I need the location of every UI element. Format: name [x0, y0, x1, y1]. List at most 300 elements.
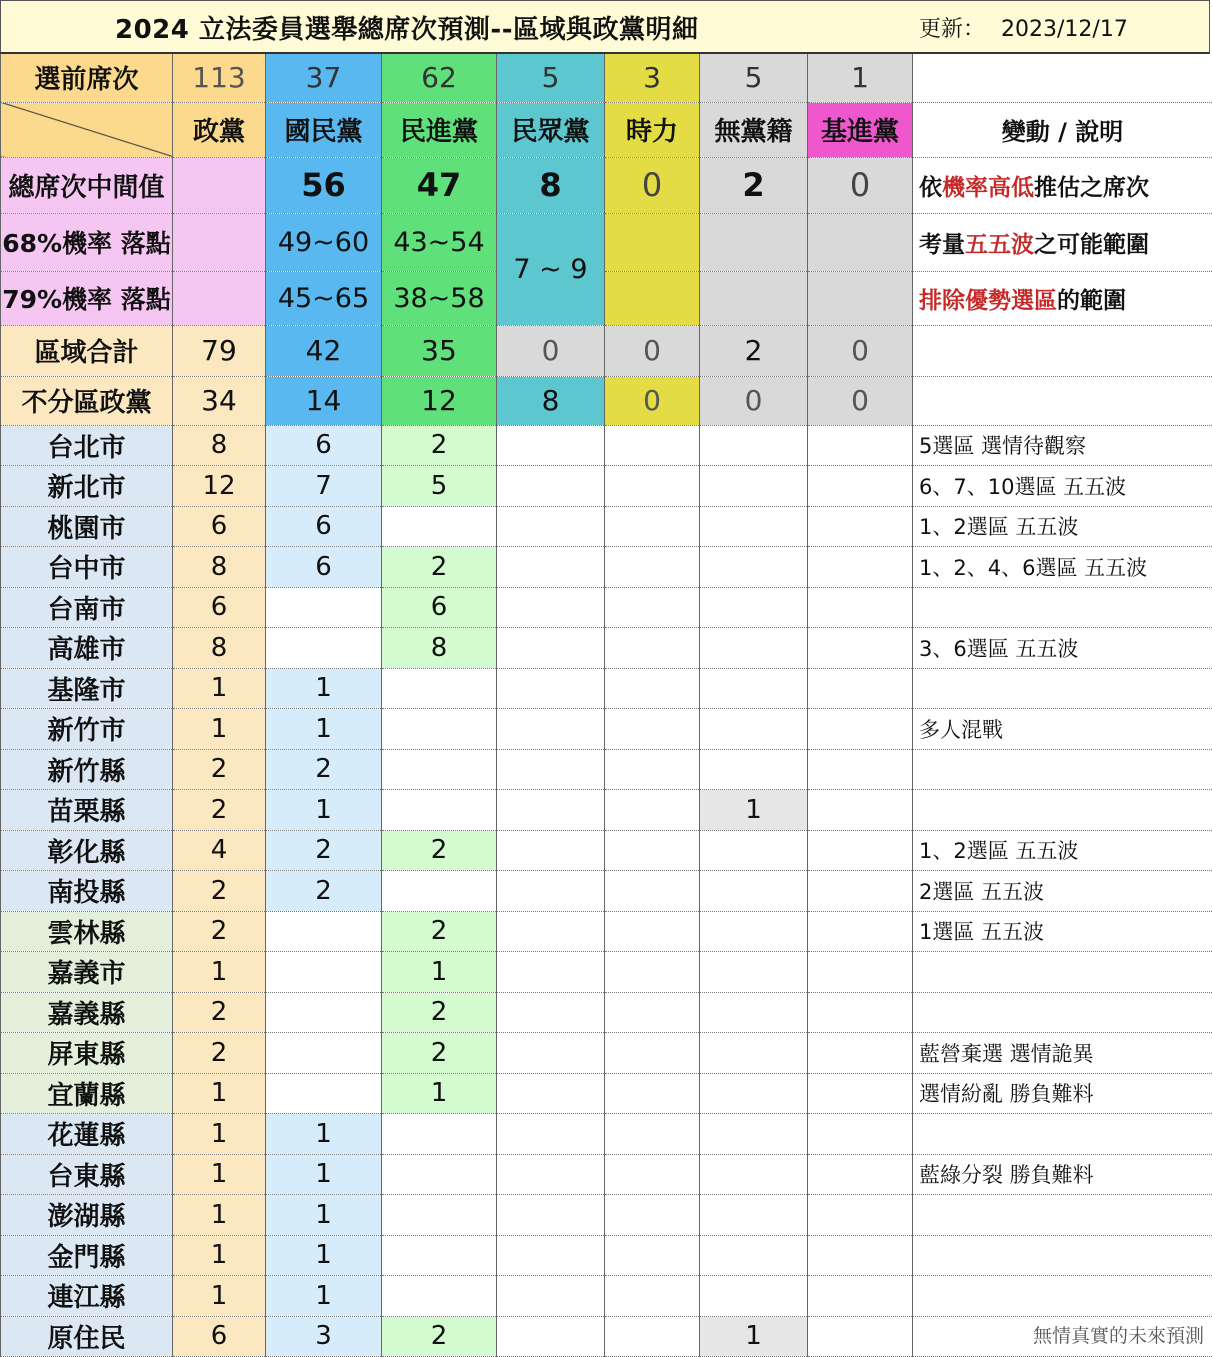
region-dpp [382, 1235, 497, 1276]
region-kmt [266, 628, 382, 669]
region-note [913, 992, 1212, 1033]
party-label: 政黨 [173, 102, 266, 157]
region-name: 桃園市 [1, 506, 173, 547]
party-kmt: 國民黨 [266, 102, 382, 157]
region-total: 8 [173, 425, 266, 466]
region-note: 藍營棄選 選情詭異 [913, 1033, 1212, 1074]
district-kmt: 42 [266, 325, 382, 376]
region-tpp [497, 1114, 605, 1155]
region-total: 1 [173, 709, 266, 750]
region-ind [700, 952, 808, 993]
district-dpp: 35 [382, 325, 497, 376]
region-npp [605, 628, 700, 669]
region-tsp [808, 830, 913, 871]
p79-kmt: 45~65 [266, 271, 382, 325]
region-name: 台北市 [1, 425, 173, 466]
region-dpp [382, 749, 497, 790]
region-npp [605, 425, 700, 466]
empty-cell [700, 213, 808, 271]
note-text: 之可能範圍 [1034, 232, 1149, 258]
region-tsp [808, 709, 913, 750]
prev-seats-label: 選前席次 [1, 54, 173, 102]
table-row [1, 547, 1212, 588]
update-info [919, 12, 1128, 43]
region-npp [605, 1154, 700, 1195]
region-tsp [808, 425, 913, 466]
region-name: 苗栗縣 [1, 790, 173, 831]
median-dpp: 47 [382, 157, 497, 213]
region-tsp [808, 992, 913, 1033]
table-row [1, 952, 1212, 993]
region-npp [605, 992, 700, 1033]
list-kmt: 14 [266, 376, 382, 425]
region-total: 8 [173, 628, 266, 669]
region-ind [700, 992, 808, 1033]
region-tsp [808, 547, 913, 588]
region-tpp [497, 587, 605, 628]
region-tpp [497, 749, 605, 790]
table-row [1, 1316, 1212, 1357]
region-note: 6、7、10選區 五五波 [913, 466, 1212, 507]
region-note: 多人混戰 [913, 709, 1212, 750]
p79-note [913, 271, 1212, 325]
region-note [913, 790, 1212, 831]
p68-note [913, 213, 1212, 271]
region-ind [700, 830, 808, 871]
region-npp [605, 668, 700, 709]
region-ind [700, 1235, 808, 1276]
region-name: 雲林縣 [1, 911, 173, 952]
region-name: 連江縣 [1, 1276, 173, 1317]
region-kmt: 1 [266, 668, 382, 709]
note-text: 推估之席次 [1034, 175, 1149, 201]
region-total: 1 [173, 952, 266, 993]
list-tpp: 8 [497, 376, 605, 425]
region-name: 原住民 [1, 1316, 173, 1357]
region-tsp [808, 1235, 913, 1276]
region-kmt: 1 [266, 790, 382, 831]
note-highlight: 機率高低 [942, 175, 1034, 201]
note-text: 依 [919, 175, 942, 201]
diagonal-corner-cell [1, 102, 173, 157]
region-npp [605, 466, 700, 507]
region-total: 6 [173, 1316, 266, 1357]
district-tsp: 0 [808, 325, 913, 376]
region-npp [605, 871, 700, 912]
region-dpp: 8 [382, 628, 497, 669]
region-npp [605, 709, 700, 750]
region-tpp [497, 668, 605, 709]
region-ind [700, 587, 808, 628]
region-tpp [497, 1276, 605, 1317]
list-tsp: 0 [808, 376, 913, 425]
region-tsp [808, 1073, 913, 1114]
empty-cell [605, 271, 700, 325]
region-tsp [808, 952, 913, 993]
tpp-range: 7 ~ 9 [497, 213, 605, 325]
region-ind [700, 547, 808, 588]
region-ind [700, 466, 808, 507]
region-tpp [497, 1154, 605, 1195]
region-tsp [808, 1154, 913, 1195]
region-note [913, 1235, 1212, 1276]
table-row [1, 1276, 1212, 1317]
region-dpp: 2 [382, 1316, 497, 1357]
district-total: 79 [173, 325, 266, 376]
region-dpp: 2 [382, 547, 497, 588]
region-note [913, 668, 1212, 709]
region-note: 1、2選區 五五波 [913, 830, 1212, 871]
region-total: 1 [173, 1073, 266, 1114]
region-tsp [808, 1195, 913, 1236]
note-header: 變動 / 說明 [913, 102, 1212, 157]
region-kmt: 1 [266, 1195, 382, 1236]
region-kmt: 1 [266, 1154, 382, 1195]
note-text: 考量 [919, 232, 965, 258]
median-tsp: 0 [808, 157, 913, 213]
region-note [913, 1195, 1212, 1236]
region-kmt: 6 [266, 547, 382, 588]
table-row [1, 1073, 1212, 1114]
region-kmt: 1 [266, 1114, 382, 1155]
prev-tsp: 1 [808, 54, 913, 102]
region-tsp [808, 1114, 913, 1155]
region-dpp [382, 506, 497, 547]
region-total: 1 [173, 1114, 266, 1155]
region-tpp [497, 1195, 605, 1236]
region-name: 高雄市 [1, 628, 173, 669]
region-kmt: 6 [266, 506, 382, 547]
region-npp [605, 952, 700, 993]
region-ind [700, 1276, 808, 1317]
region-dpp [382, 1154, 497, 1195]
region-note [913, 587, 1212, 628]
region-tpp [497, 547, 605, 588]
region-ind [700, 425, 808, 466]
prev-npp: 3 [605, 54, 700, 102]
region-tsp [808, 668, 913, 709]
region-tpp [497, 425, 605, 466]
table-row [1, 466, 1212, 507]
region-kmt: 2 [266, 749, 382, 790]
region-dpp: 6 [382, 587, 497, 628]
empty-cell [173, 213, 266, 271]
region-npp [605, 830, 700, 871]
region-tpp [497, 1073, 605, 1114]
region-note: 1、2選區 五五波 [913, 506, 1212, 547]
region-name: 新竹縣 [1, 749, 173, 790]
region-npp [605, 1073, 700, 1114]
region-dpp [382, 709, 497, 750]
region-npp [605, 1033, 700, 1074]
region-tsp [808, 1033, 913, 1074]
region-name: 屏東縣 [1, 1033, 173, 1074]
region-tsp [808, 506, 913, 547]
table-row [1, 709, 1212, 750]
region-total: 2 [173, 749, 266, 790]
region-kmt: 2 [266, 871, 382, 912]
empty-cell [913, 325, 1212, 376]
region-ind [700, 709, 808, 750]
region-tpp [497, 1033, 605, 1074]
region-ind [700, 871, 808, 912]
list-dpp: 12 [382, 376, 497, 425]
region-name: 台中市 [1, 547, 173, 588]
region-tsp [808, 1276, 913, 1317]
region-dpp: 2 [382, 1033, 497, 1074]
region-npp [605, 1316, 700, 1357]
empty-cell [173, 271, 266, 325]
region-total: 2 [173, 790, 266, 831]
region-kmt [266, 911, 382, 952]
median-tpp: 8 [497, 157, 605, 213]
table-row [1, 1154, 1212, 1195]
region-ind [700, 1114, 808, 1155]
region-dpp: 5 [382, 466, 497, 507]
region-ind: 1 [700, 790, 808, 831]
empty-cell [808, 271, 913, 325]
region-tsp [808, 749, 913, 790]
region-npp [605, 547, 700, 588]
prev-total: 113 [173, 54, 266, 102]
region-note: 1、2、4、6選區 五五波 [913, 547, 1212, 588]
region-note: 藍綠分裂 勝負難料 [913, 1154, 1212, 1195]
region-note: 1選區 五五波 [913, 911, 1212, 952]
party-dpp: 民進黨 [382, 102, 497, 157]
region-dpp: 2 [382, 992, 497, 1033]
table-row [1, 587, 1212, 628]
empty-cell [913, 376, 1212, 425]
prev-dpp: 62 [382, 54, 497, 102]
region-tpp [497, 506, 605, 547]
region-total: 12 [173, 466, 266, 507]
forecast-table [0, 54, 1212, 1357]
region-dpp: 2 [382, 425, 497, 466]
region-tpp [497, 709, 605, 750]
region-kmt: 7 [266, 466, 382, 507]
region-kmt: 1 [266, 1235, 382, 1276]
note-highlight: 排除優勢選區 [919, 288, 1057, 314]
p79-label: 79%機率 落點 [1, 271, 173, 325]
party-tpp: 民眾黨 [497, 102, 605, 157]
region-dpp [382, 668, 497, 709]
region-npp [605, 749, 700, 790]
district-total-label: 區域合計 [1, 325, 173, 376]
region-dpp [382, 790, 497, 831]
district-npp: 0 [605, 325, 700, 376]
region-total: 2 [173, 871, 266, 912]
region-name: 台東縣 [1, 1154, 173, 1195]
region-name: 花蓮縣 [1, 1114, 173, 1155]
empty-cell [605, 213, 700, 271]
region-kmt [266, 1033, 382, 1074]
table-row [1, 790, 1212, 831]
party-npp: 時力 [605, 102, 700, 157]
table-row [1, 911, 1212, 952]
region-total: 1 [173, 1195, 266, 1236]
region-name: 澎湖縣 [1, 1195, 173, 1236]
region-tsp [808, 871, 913, 912]
p79-dpp: 38~58 [382, 271, 497, 325]
district-ind: 2 [700, 325, 808, 376]
p68-dpp: 43~54 [382, 213, 497, 271]
region-note [913, 1276, 1212, 1317]
region-ind [700, 1154, 808, 1195]
party-tsp: 基進黨 [808, 102, 913, 157]
median-ind: 2 [700, 157, 808, 213]
region-tpp [497, 628, 605, 669]
region-ind: 1 [700, 1316, 808, 1357]
region-note [913, 952, 1212, 993]
median-label: 總席次中間值 [1, 157, 173, 213]
region-tsp [808, 1316, 913, 1357]
region-npp [605, 1114, 700, 1155]
region-kmt [266, 587, 382, 628]
region-dpp [382, 1276, 497, 1317]
region-dpp [382, 1114, 497, 1155]
table-row [1, 749, 1212, 790]
region-total: 1 [173, 1235, 266, 1276]
title-bar [0, 0, 1210, 54]
region-dpp [382, 871, 497, 912]
region-kmt: 2 [266, 830, 382, 871]
region-total: 1 [173, 668, 266, 709]
empty-cell [700, 271, 808, 325]
region-name: 嘉義縣 [1, 992, 173, 1033]
district-tpp: 0 [497, 325, 605, 376]
region-total: 1 [173, 1154, 266, 1195]
prev-kmt: 37 [266, 54, 382, 102]
update-label: 更新： [919, 17, 985, 42]
region-kmt: 1 [266, 1276, 382, 1317]
region-note: 2選區 五五波 [913, 871, 1212, 912]
region-name: 宜蘭縣 [1, 1073, 173, 1114]
list-npp: 0 [605, 376, 700, 425]
median-note [913, 157, 1212, 213]
region-npp [605, 587, 700, 628]
region-total: 2 [173, 992, 266, 1033]
region-total: 2 [173, 911, 266, 952]
region-total: 6 [173, 506, 266, 547]
region-name: 新北市 [1, 466, 173, 507]
table-row [1, 1114, 1212, 1155]
region-kmt [266, 952, 382, 993]
region-npp [605, 1276, 700, 1317]
region-note [913, 749, 1212, 790]
region-ind [700, 911, 808, 952]
table-row [1, 871, 1212, 912]
page-title: 2024 立法委員選舉總席次預測--區域與政黨明細 [115, 9, 699, 46]
region-ind [700, 506, 808, 547]
region-note: 選情紛亂 勝負難料 [913, 1073, 1212, 1114]
empty-cell [808, 213, 913, 271]
region-name: 彰化縣 [1, 830, 173, 871]
table-row [1, 506, 1212, 547]
table-row [1, 992, 1212, 1033]
region-total: 2 [173, 1033, 266, 1074]
region-total: 8 [173, 547, 266, 588]
region-tpp [497, 790, 605, 831]
region-tsp [808, 628, 913, 669]
region-npp [605, 506, 700, 547]
region-ind [700, 668, 808, 709]
region-tpp [497, 992, 605, 1033]
region-kmt: 3 [266, 1316, 382, 1357]
region-name: 南投縣 [1, 871, 173, 912]
watermark-text: 無情真實的未來預測 [1033, 1321, 1204, 1348]
table-row [1, 1195, 1212, 1236]
region-tsp [808, 911, 913, 952]
list-total: 34 [173, 376, 266, 425]
note-text: 的範圍 [1057, 288, 1126, 314]
region-tpp [497, 911, 605, 952]
update-date: 2023/12/17 [1001, 17, 1128, 42]
region-name: 嘉義市 [1, 952, 173, 993]
median-npp: 0 [605, 157, 700, 213]
region-name: 台南市 [1, 587, 173, 628]
region-total: 4 [173, 830, 266, 871]
region-name: 基隆市 [1, 668, 173, 709]
region-npp [605, 1235, 700, 1276]
region-name: 金門縣 [1, 1235, 173, 1276]
region-tpp [497, 1235, 605, 1276]
median-kmt: 56 [266, 157, 382, 213]
table-row [1, 425, 1212, 466]
region-tpp [497, 830, 605, 871]
party-ind: 無黨籍 [700, 102, 808, 157]
region-tpp [497, 1316, 605, 1357]
note-highlight: 五五波 [965, 232, 1034, 258]
region-name: 新竹市 [1, 709, 173, 750]
region-kmt: 6 [266, 425, 382, 466]
prev-ind: 5 [700, 54, 808, 102]
region-npp [605, 911, 700, 952]
region-dpp: 1 [382, 952, 497, 993]
region-npp [605, 1195, 700, 1236]
region-tpp [497, 466, 605, 507]
region-note: 5選區 選情待觀察 [913, 425, 1212, 466]
region-npp [605, 790, 700, 831]
region-kmt: 1 [266, 709, 382, 750]
region-dpp [382, 1195, 497, 1236]
region-dpp: 2 [382, 911, 497, 952]
p68-kmt: 49~60 [266, 213, 382, 271]
region-ind [700, 1073, 808, 1114]
region-kmt [266, 992, 382, 1033]
table-row [1, 628, 1212, 669]
table-row [1, 1033, 1212, 1074]
table-row [1, 668, 1212, 709]
region-ind [700, 749, 808, 790]
prev-tpp: 5 [497, 54, 605, 102]
region-ind [700, 1195, 808, 1236]
empty-cell [913, 54, 1212, 102]
region-kmt [266, 1073, 382, 1114]
empty-cell [173, 157, 266, 213]
table-row [1, 830, 1212, 871]
region-total: 1 [173, 1276, 266, 1317]
region-tsp [808, 466, 913, 507]
region-ind [700, 1033, 808, 1074]
region-note [913, 1114, 1212, 1155]
list-ind: 0 [700, 376, 808, 425]
p68-label: 68%機率 落點 [1, 213, 173, 271]
region-dpp: 1 [382, 1073, 497, 1114]
region-dpp: 2 [382, 830, 497, 871]
table-row [1, 1235, 1212, 1276]
party-list-label: 不分區政黨 [1, 376, 173, 425]
region-ind [700, 628, 808, 669]
